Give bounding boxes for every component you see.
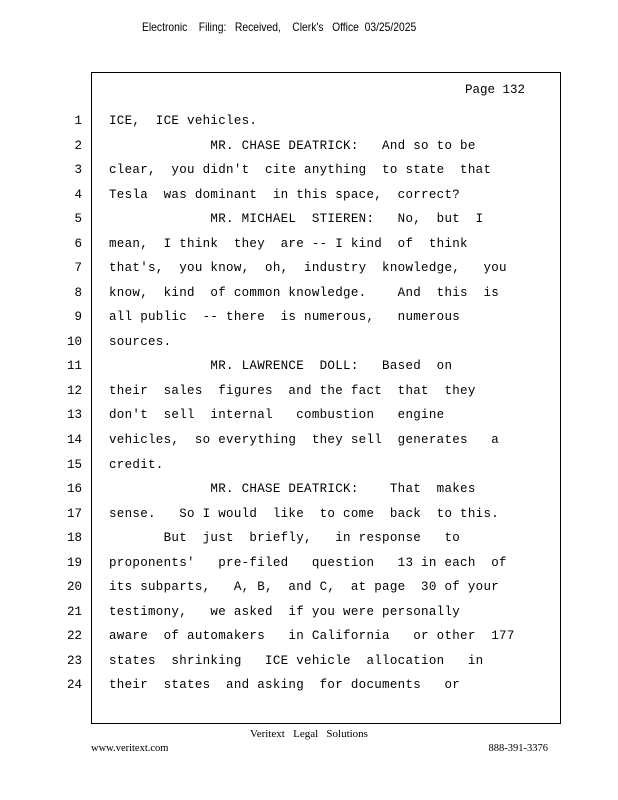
transcript-line: MR. CHASE DEATRICK: And so to be <box>109 139 476 153</box>
transcript-line: its subparts, A, B, and C, at page 30 of your <box>109 580 500 594</box>
transcript-line: MR. CHASE DEATRICK: That makes <box>109 482 476 496</box>
transcript-line: testimony, we asked if you were personally <box>109 605 461 619</box>
transcript-line: vehicles, so everything they sell generates a <box>109 433 500 447</box>
transcript-line: sense. So I would like to come back to this. <box>109 507 500 521</box>
transcript-line: their states and asking for documents or <box>109 678 461 692</box>
transcript-line: sources. <box>109 335 172 349</box>
line-number: 2 <box>74 139 82 153</box>
line-number: 1 <box>74 114 82 128</box>
footer-website: www.veritext.com <box>91 743 169 754</box>
line-number: 18 <box>66 531 82 545</box>
filing-stamp: Electronic Filing: Received, Clerk's Office 03/25/2025 <box>142 20 417 34</box>
line-number: 11 <box>66 359 82 373</box>
footer-company: Veritext Legal Solutions <box>250 728 368 740</box>
line-number: 21 <box>66 605 82 619</box>
line-number: 24 <box>66 678 82 692</box>
line-number: 22 <box>66 629 82 643</box>
transcript-line: MR. LAWRENCE DOLL: Based on <box>109 359 453 373</box>
line-number: 16 <box>66 482 82 496</box>
transcript-line: know, kind of common knowledge. And this is <box>109 286 500 300</box>
transcript-line: states shrinking ICE vehicle allocation in <box>109 654 484 668</box>
line-number: 17 <box>66 507 82 521</box>
line-number: 20 <box>66 580 82 594</box>
transcript-line: that's, you know, oh, industry knowledge, you <box>109 261 507 275</box>
transcript-line: credit. <box>109 458 164 472</box>
transcript-line: Tesla was dominant in this space, correct? <box>109 188 461 202</box>
line-number: 10 <box>66 335 82 349</box>
line-number: 8 <box>74 286 82 300</box>
transcript-line: ICE, ICE vehicles. <box>109 114 258 128</box>
transcript-line: aware of automakers in California or other 177 <box>109 629 515 643</box>
line-number: 14 <box>66 433 82 447</box>
page-number: Page 132 <box>464 83 525 97</box>
line-number: 9 <box>74 310 82 324</box>
line-number-column <box>0 0 82 800</box>
line-number: 5 <box>74 212 82 226</box>
transcript-line: MR. MICHAEL STIEREN: No, but I <box>109 212 484 226</box>
transcript-line: mean, I think they are -- I kind of think <box>109 237 468 251</box>
transcript-line: all public -- there is numerous, numerous <box>109 310 461 324</box>
line-number: 19 <box>66 556 82 570</box>
line-number: 13 <box>66 408 82 422</box>
line-number: 3 <box>74 163 82 177</box>
line-number: 6 <box>74 237 82 251</box>
line-number: 15 <box>66 458 82 472</box>
transcript-line: proponents' pre-filed question 13 in each of <box>109 556 507 570</box>
transcript-line: their sales figures and the fact that they <box>109 384 476 398</box>
line-number: 23 <box>66 654 82 668</box>
line-number: 4 <box>74 188 82 202</box>
line-number: 7 <box>74 261 82 275</box>
transcript-line: But just briefly, in response to <box>109 531 461 545</box>
footer-phone: 888-391-3376 <box>488 743 548 754</box>
transcript-line: clear, you didn't cite anything to state that <box>109 163 492 177</box>
transcript-line: don't sell internal combustion engine <box>109 408 445 422</box>
line-number: 12 <box>66 384 82 398</box>
